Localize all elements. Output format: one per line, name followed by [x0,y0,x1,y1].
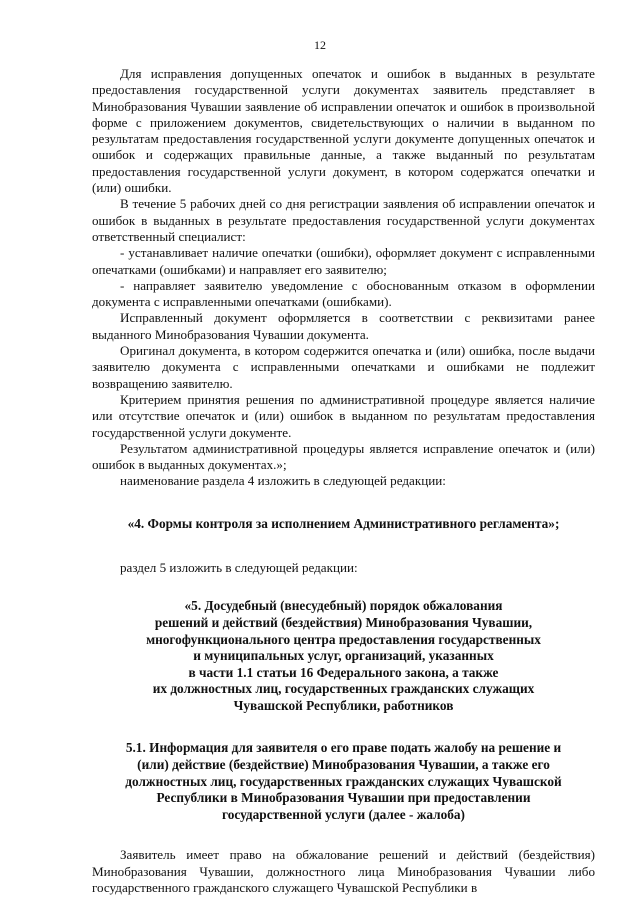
heading-section-5 [92,598,595,714]
paragraph-establishes: - устанавливает наличие опечатки (ошибки), оформляет документ с исправленными опечатками (ошибками) и направляет его заявителю; [92,245,595,277]
heading-section-5-1-line: Республики в Минобразования Чувашии при предоставлении [156,790,531,806]
page-number: 12 [314,38,326,52]
heading-section-5-line: и муниципальных услуг, организаций, указанных [193,648,494,664]
heading-section-4: «4. Формы контроля за исполнением Административного регламента»; [127,515,560,531]
instruction-section-4: наименование раздела 4 изложить в следующей редакции: [120,473,446,489]
paragraph-right-to-appeal: Заявитель имеет право на обжалование решений и действий (бездействия) Минобразования Чувашии, должностного лица Минобразования Чувашии либо государственного гражданского служащего Чувашской Республики в [92,847,595,896]
heading-section-5-line: «5. Досудебный (внесудебный) порядок обжалования [184,598,503,614]
paragraph-five-days: В течение 5 рабочих дней со дня регистрации заявления об исправлении опечаток и ошибок в выданных в результате предоставления государственной услуги документах ответственный специалист: [92,196,595,244]
heading-section-5-line: их должностных лиц, государственных гражданских служащих [152,681,535,697]
heading-section-5-line: в части 1.1 статьи 16 Федерального закона, а также [188,664,499,680]
heading-section-5-1-line: (или) действие (бездействие) Минобразования Чувашии, а также его [137,757,550,773]
heading-section-5-line: многофункционального центра предоставления государственных [146,631,541,647]
paragraph-procedure-result: Результатом административной процедуры является исправление опечаток и (или) ошибок в выданных документах.»; [92,440,595,473]
heading-section-5-1-line: должностных лиц, государственных гражданских служащих Чувашской [125,773,562,789]
paragraph-decision-criterion: Критерием принятия решения по административной процедуре является наличие или отсутствие опечаток и (или) ошибок в выданном по результатам предоставления государственной услуги документе. [92,391,595,440]
heading-section-5-line: решений и действий (бездействия) Минобразования Чувашии, [154,614,533,630]
heading-section-5-1-line: 5.1. Информация для заявителя о его праве подать жалобу на решение и [125,740,562,756]
document-body [92,66,595,896]
paragraph-correction-procedure: Для исправления допущенных опечаток и ошибок в выданных в результате предоставления государственной услуги документах заявитель представляет в Минобразования Чувашии заявление об исправлении опечаток и ошибок в произвольной форме с приложением документов, свидетельствующих о наличии в выданном по результатам предоставления государственной услуги документе допущенных опечаток и ошибок и содержащих правильные данные, а также выданный по результатам предоставления государственной услуги документ, в котором содержатся опечатки и (или) ошибки. [92,66,595,196]
paragraph-original-document: Оригинал документа, в котором содержится опечатка и (или) ошибка, после выдачи заявителю документа с исправленными опечатками и ошибками не подлежит возвращению заявителю. [92,343,595,391]
heading-section-5-1 [92,740,595,823]
instruction-section-5: раздел 5 изложить в следующей редакции: [120,560,358,576]
paragraph-sends-refusal: - направляет заявителю уведомление с обоснованным отказом в оформлении документа с исправленными опечатками (ошибками). [92,277,595,310]
heading-section-5-1-line: государственной услуги (далее - жалоба) [222,806,465,822]
paragraph-corrected-document: Исправленный документ оформляется в соответствии с реквизитами ранее выданного Минобразования Чувашии документа. [92,310,595,342]
heading-section-5-line: Чувашской Республики, работников [233,697,454,713]
